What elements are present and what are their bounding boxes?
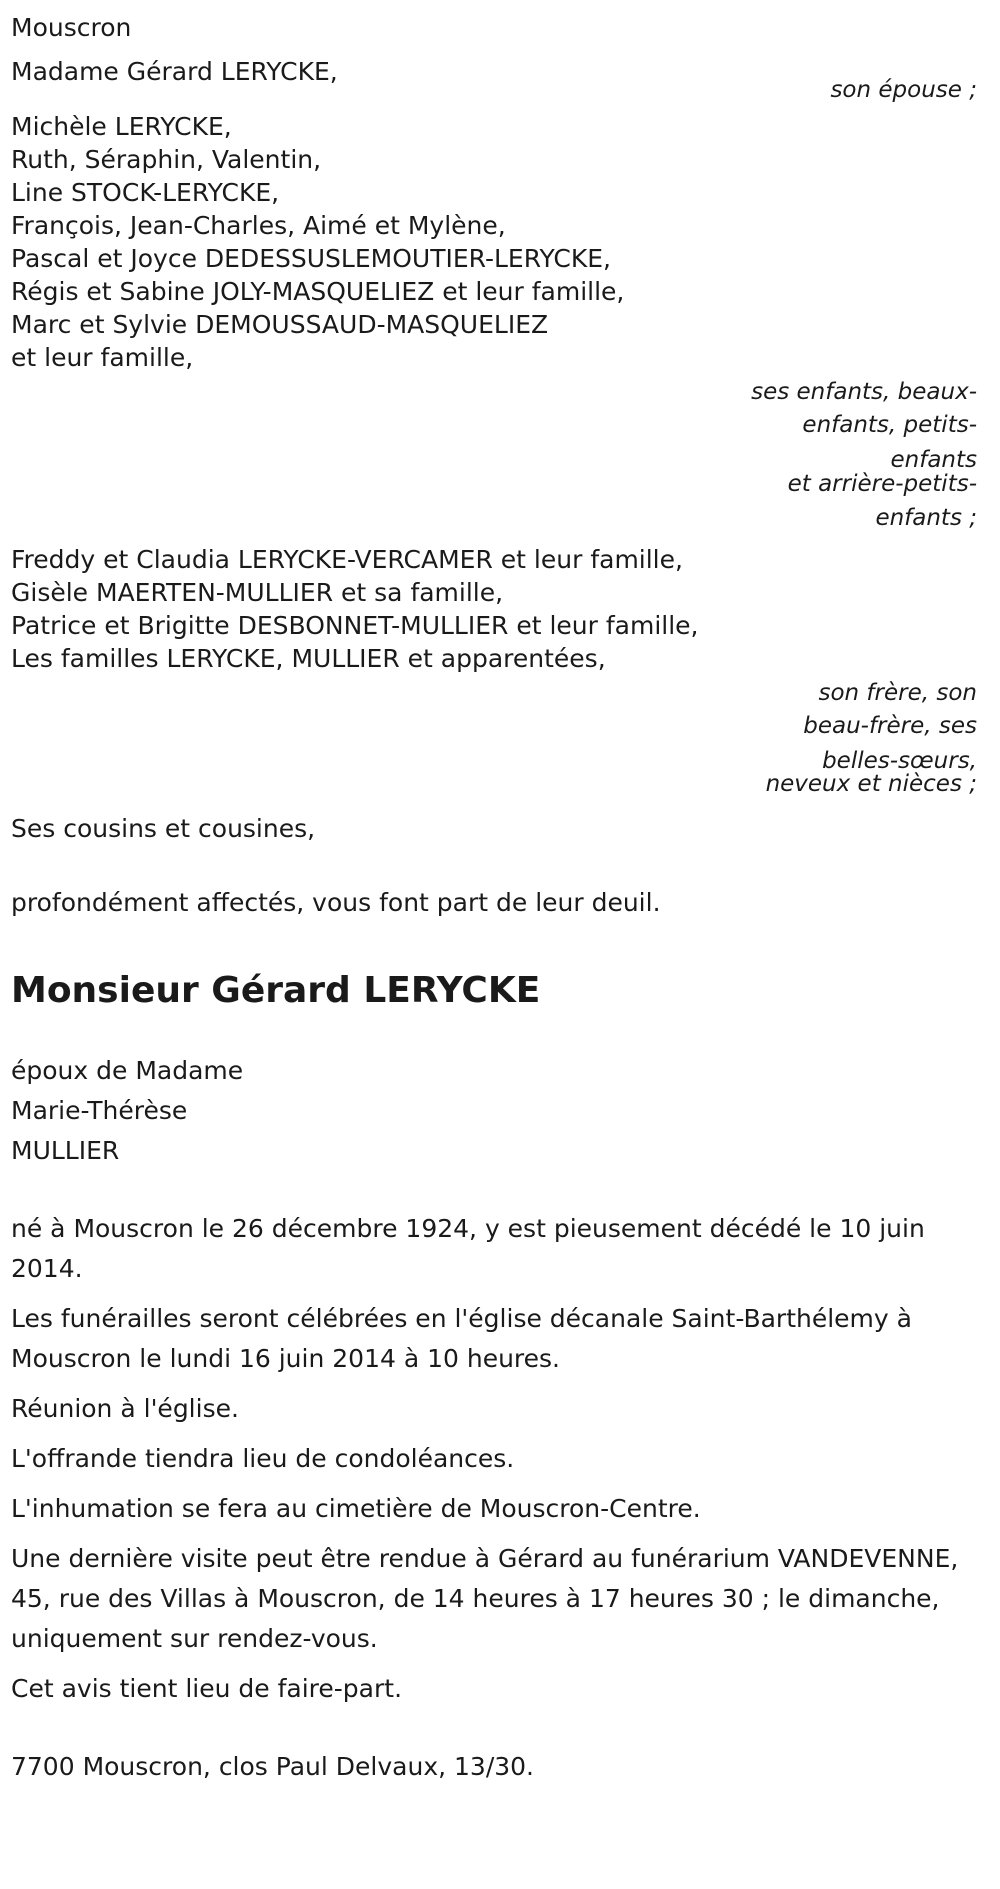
list-item: et leur famille,	[11, 343, 194, 372]
siblings-list	[11, 543, 989, 675]
siblings-role	[11, 677, 989, 795]
detail-paragraph: L'offrande tiendra lieu de condoléances.	[11, 1444, 515, 1473]
cousins-line: Ses cousins et cousines,	[11, 814, 316, 843]
announcement-line: profondément affectés, vous font part de leur deuil.	[11, 888, 661, 917]
list-item: Pascal et Joyce DEDESSUSLEMOUTIER-LERYCKE,	[11, 244, 611, 273]
list-item: Patrice et Brigitte DESBONNET-MULLIER et leur famille,	[11, 611, 699, 640]
spouse-line: MULLIER	[11, 1136, 120, 1165]
list-item: Les familles LERYCKE, MULLIER et apparentées,	[11, 644, 606, 673]
location: Mouscron	[11, 13, 132, 42]
list-item: Régis et Sabine JOLY-MASQUELIEZ et leur famille,	[11, 277, 625, 306]
role-line: enfants ;	[875, 505, 977, 531]
detail-paragraph: Les funérailles seront célébrées en l'église décanale Saint-Barthélemy à Mouscron le lundi 16 juin 2014 à 10 heures.	[11, 1304, 912, 1373]
detail-paragraph: Une dernière visite peut être rendue à Gérard au funérarium VANDEVENNE, 45, rue des Villas à Mouscron, de 14 heures à 17 heures 30 ; le dimanche, uniquement sur rendez-vous.	[11, 1544, 959, 1653]
address-line: 7700 Mouscron, clos Paul Delvaux, 13/30.	[11, 1752, 534, 1781]
list-item: Ruth, Séraphin, Valentin,	[11, 145, 322, 174]
details-block	[11, 1209, 986, 1709]
widow-name: Madame Gérard LERYCKE,	[11, 57, 338, 86]
role-line: son frère, son	[818, 680, 977, 706]
list-item: François, Jean-Charles, Aimé et Mylène,	[11, 211, 506, 240]
role-line: et arrière-petits-	[787, 471, 977, 497]
list-item: Line STOCK-LERYCKE,	[11, 178, 280, 207]
spouse-line: Marie-Thérèse	[11, 1096, 188, 1125]
role-line: enfants	[890, 447, 977, 473]
widow-role: son épouse ;	[830, 77, 977, 103]
spouse-line: époux de Madame	[11, 1056, 244, 1085]
spouse-block	[11, 1051, 989, 1171]
list-item: Michèle LERYCKE,	[11, 112, 232, 141]
role-line: enfants, petits-	[802, 412, 977, 438]
detail-paragraph: Cet avis tient lieu de faire-part.	[11, 1674, 403, 1703]
detail-paragraph: né à Mouscron le 26 décembre 1924, y est pieusement décédé le 10 juin 2014.	[11, 1214, 925, 1283]
detail-paragraph: L'inhumation se fera au cimetière de Mouscron-Centre.	[11, 1494, 701, 1523]
children-list	[11, 110, 989, 374]
children-role	[11, 376, 989, 535]
detail-paragraph: Réunion à l'église.	[11, 1394, 239, 1423]
role-line: neveux et nièces ;	[765, 771, 977, 797]
role-line: belles-sœurs,	[822, 748, 977, 774]
list-item: Marc et Sylvie DEMOUSSAUD-MASQUELIEZ	[11, 310, 549, 339]
deceased-name: Monsieur Gérard LERYCKE	[11, 970, 541, 1011]
list-item: Gisèle MAERTEN-MULLIER et sa famille,	[11, 578, 504, 607]
role-line: ses enfants, beaux-	[751, 379, 977, 405]
list-item: Freddy et Claudia LERYCKE-VERCAMER et leur famille,	[11, 545, 683, 574]
role-line: beau-frère, ses	[803, 713, 977, 739]
